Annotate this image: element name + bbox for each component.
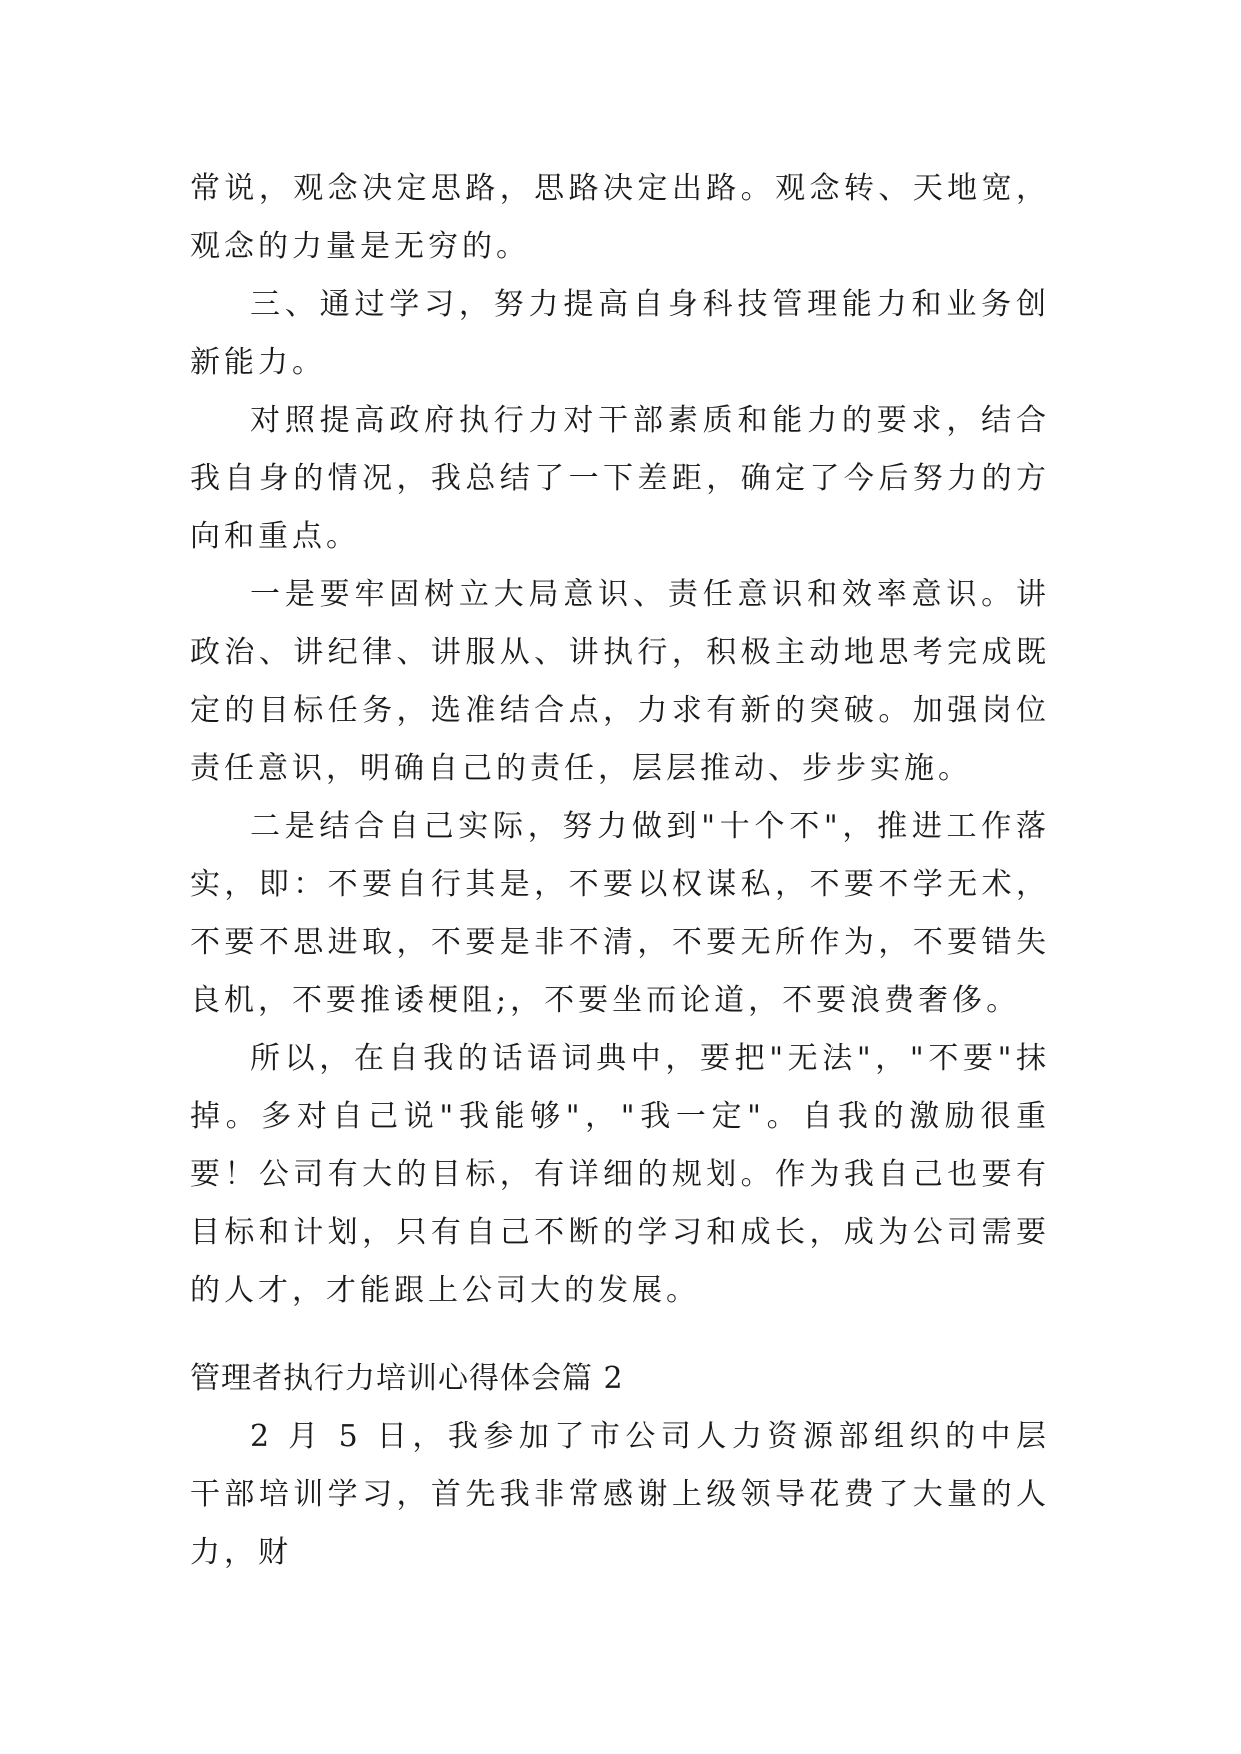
paragraph-1: 常说，观念决定思路，思路决定出路。观念转、天地宽，观念的力量是无穷的。	[190, 171, 1050, 264]
paragraph-2: 三、通过学习，努力提高自身科技管理能力和业务创新能力。	[190, 287, 1050, 380]
section-paragraph-1: 2 月 5 日，我参加了市公司人力资源部组织的中层干部培训学习，首先我非常感谢上级领导花费了大量的人力，财	[190, 1419, 1050, 1570]
paragraph-3: 对照提高政府执行力对干部素质和能力的要求，结合我自身的情况，我总结了一下差距，确定了今后努力的方向和重点。	[190, 403, 1050, 554]
paragraph-4: 一是要牢固树立大局意识、责任意识和效率意识。讲政治、讲纪律、讲服从、讲执行，积极主动地思考完成既定的目标任务，选准结合点，力求有新的突破。加强岗位责任意识，明确自己的责任，层层推动、步步实施。	[190, 577, 1050, 786]
document-page	[190, 160, 1050, 1582]
paragraph-6: 所以，在自我的话语词典中，要把"无法"，"不要"抹掉。多对自己说"我能够"，"我一定"。自我的激励很重要！公司有大的目标，有详细的规划。作为我自己也要有目标和计划，只有自己不断的学习和成长，成为公司需要的人才，才能跟上公司大的发展。	[190, 1041, 1050, 1308]
paragraph-5: 二是结合自己实际，努力做到"十个不"，推进工作落实，即：不要自行其是，不要以权谋私，不要不学无术，不要不思进取，不要是非不清，不要无所作为，不要错失良机，不要推诿梗阻;，不要坐而论道，不要浪费奢侈。	[190, 809, 1050, 1018]
section-heading: 管理者执行力培训心得体会篇 2	[190, 1361, 624, 1396]
